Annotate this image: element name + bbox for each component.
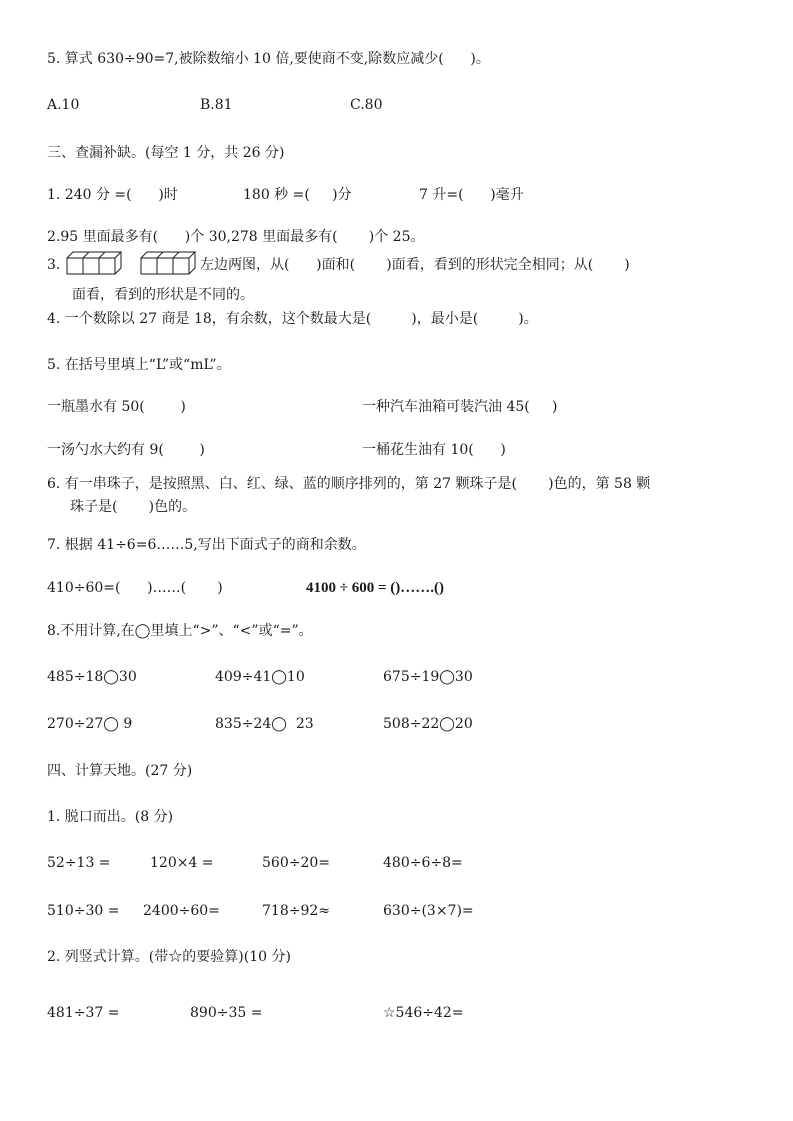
s3-q8-r2-b: 835÷24◯ 23 [215, 716, 314, 732]
s3-q5-title: 5. 在括号里填上“L”或“mL”。 [47, 357, 231, 373]
s3-q8-r1-c: 675÷19◯30 [383, 669, 473, 685]
s3-q5-item-2: 一种汽车油箱可装汽油 45( ) [362, 399, 558, 415]
s3-q2: 2.95 里面最多有( )个 30,278 里面最多有( )个 25。 [47, 229, 425, 245]
s3-q5-item-1: 一瓶墨水有 50( ) [47, 399, 186, 415]
q5-stem: 5. 算式 630÷90=7,被除数缩小 10 倍,要使商不变,除数应减少( )。 [47, 51, 490, 67]
s3-q8-r1-b: 409÷41◯10 [215, 669, 305, 685]
s4-p2-c: ☆546÷42= [383, 1005, 464, 1021]
s4-p1-r1-a: 52÷13 = [47, 855, 111, 871]
s3-q7-b: 4100 ÷ 600 = ()…….() [306, 580, 445, 596]
three-cubes-figure [66, 251, 128, 275]
s4-p1-r1-b: 120×4 = [150, 855, 214, 871]
s4-p2-title: 2. 列竖式计算。(带☆的要验算)(10 分) [47, 949, 291, 965]
q5-option-c: C.80 [350, 97, 383, 113]
s3-q5-item-3: 一汤勺水大约有 9( ) [47, 442, 205, 458]
q5-option-b: B.81 [200, 97, 233, 113]
s3-q8-title: 8.不用计算,在◯里填上“>”、“<”或“=”。 [47, 623, 313, 639]
s3-q8-r1-a: 485÷18◯30 [47, 669, 137, 685]
s3-q3-text-line2: 面看，看到的形状是不同的。 [72, 287, 254, 303]
s4-p1-r2-c: 718÷92≈ [262, 903, 330, 919]
s4-p1-title: 1. 脱口而出。(8 分) [47, 809, 174, 825]
s3-q4: 4. 一个数除以 27 商是 18，有余数，这个数最大是( )，最小是( )。 [47, 311, 538, 327]
s4-p1-r2-b: 2400÷60= [143, 903, 220, 919]
section4-title: 四、计算天地。(27 分) [47, 763, 193, 779]
s3-q1-a: 1. 240 分 =( )时 [47, 187, 178, 203]
s4-p2-b: 890÷35 = [190, 1005, 263, 1021]
s4-p2-a: 481÷37 = [47, 1005, 120, 1021]
s4-p1-r1-d: 480÷6÷8= [383, 855, 463, 871]
s3-q3-text: 左边两图，从( )面和( )面看，看到的形状完全相同；从( ) [200, 257, 630, 273]
q5-option-a: A.10 [47, 97, 80, 113]
s3-q7-title: 7. 根据 41÷6=6……5,写出下面式子的商和余数。 [47, 537, 366, 553]
s3-q3-number: 3. [47, 257, 61, 273]
s3-q8-r2-c: 508÷22◯20 [383, 716, 473, 732]
s3-q5-item-4: 一桶花生油有 10( ) [362, 442, 506, 458]
s4-p1-r1-c: 560÷20= [262, 855, 330, 871]
section3-title: 三、查漏补缺。(每空 1 分，共 26 分) [47, 145, 285, 161]
s3-q6-line2: 珠子是( )色的。 [70, 499, 197, 515]
s3-q7-a: 410÷60=( )……( ) [47, 580, 223, 596]
s4-p1-r2-d: 630÷(3×7)= [383, 903, 474, 919]
s3-q8-r2-a: 270÷27◯ 9 [47, 716, 133, 732]
s3-q1-b: 180 秒 =( )分 [243, 187, 352, 203]
s4-p1-r2-a: 510÷30 = [47, 903, 120, 919]
three-cubes-front-figure [140, 251, 198, 275]
s3-q6-line1: 6. 有一串珠子，是按照黑、白、红、绿、蓝的顺序排列的，第 27 颗珠子是( )色的，第 58 颗 [47, 476, 651, 492]
s3-q1-c: 7 升=( )毫升 [419, 187, 524, 203]
